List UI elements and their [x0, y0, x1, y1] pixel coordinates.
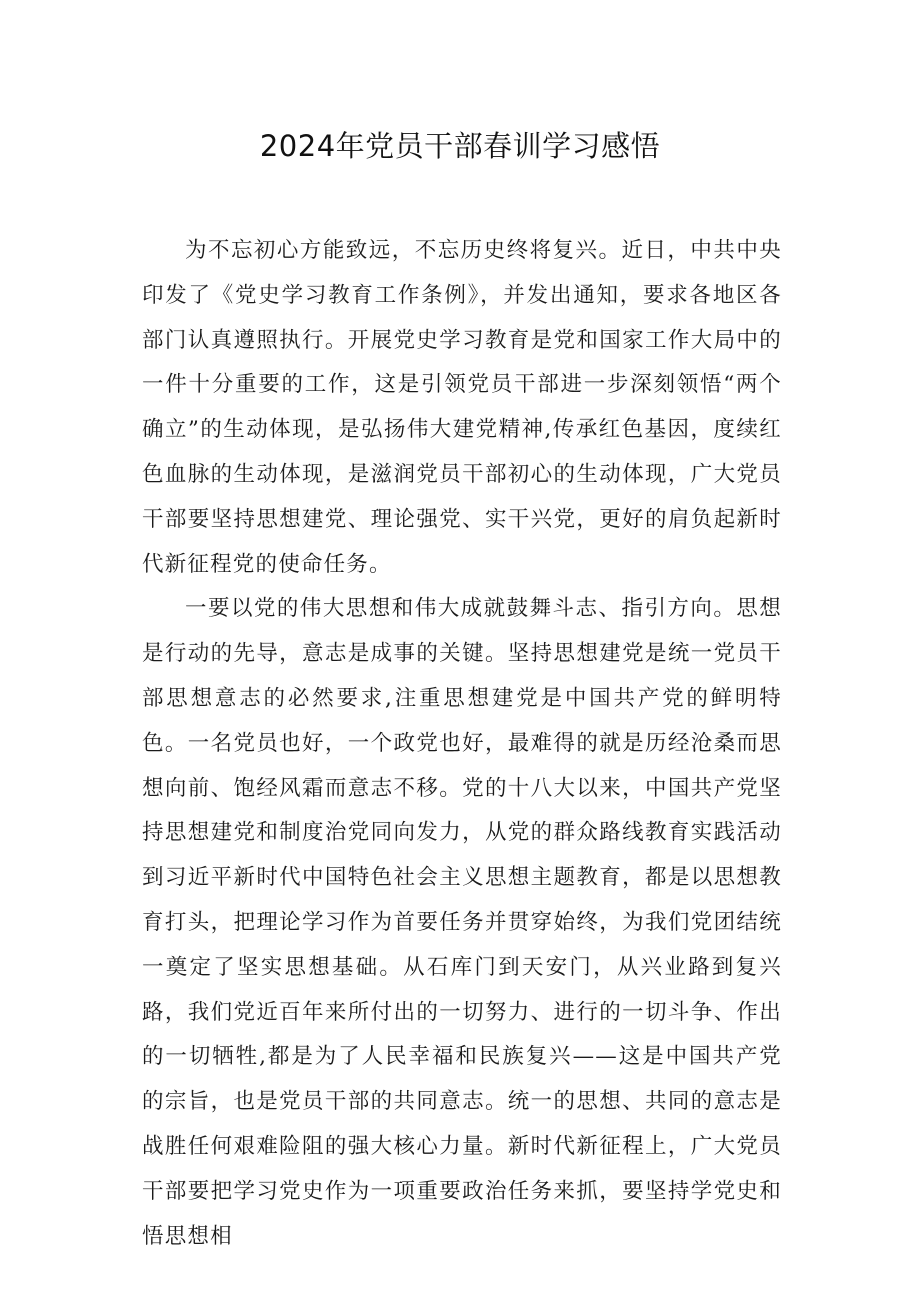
document-body [142, 229, 782, 1259]
document-title: 2024年党员干部春训学习感悟 [259, 129, 661, 163]
paragraph: 为不忘初心方能致远，不忘历史终将复兴。近日，中共中央印发了《党史学习教育工作条例》，并发出通知，要求各地区各部门认真遵照执行。开展党史学习教育是党和国家工作大局中的一件十分重要的工作，这是引领党员干部进一步深刻领悟“两个确立”的生动体现，是弘扬伟大建党精神,传承红色基因，度续红色血脉的生动体现，是滋润党员干部初心的生动体现，广大党员干部要坚持思想建党、理论强党、实干兴党，更好的肩负起新时代新征程党的使命任务。 [142, 238, 782, 577]
paragraph: 一要以党的伟大思想和伟大成就鼓舞斗志、指引方向。思想是行动的先导，意志是成事的关键。坚持思想建党是统一党员干部思想意志的必然要求,注重思想建党是中国共产党的鲜明特色。一名党员也好，一个政党也好，最难得的就是历经沧桑而思想向前、饱经风霜而意志不移。党的十八大以来，中国共产党坚持思想建党和制度治党同向发力，从党的群众路线教育实践活动到习近平新时代中国特色社会主义思想主题教育，都是以思想教育打头，把理论学习作为首要任务并贯穿始终，为我们党团结统一奠定了坚实思想基础。从石库门到天安门，从兴业路到复兴路，我们党近百年来所付出的一切努力、进行的一切斗争、作出的一切牺牲,都是为了人民幸福和民族复兴——这是中国共产党的宗旨，也是党员干部的共同意志。统一的思想、共同的意志是战胜任何艰难险阻的强大核心力量。新时代新征程上，广大党员干部要把学习党史作为一项重要政治任务来抓，要坚持学党史和悟思想相 [142, 596, 782, 1249]
